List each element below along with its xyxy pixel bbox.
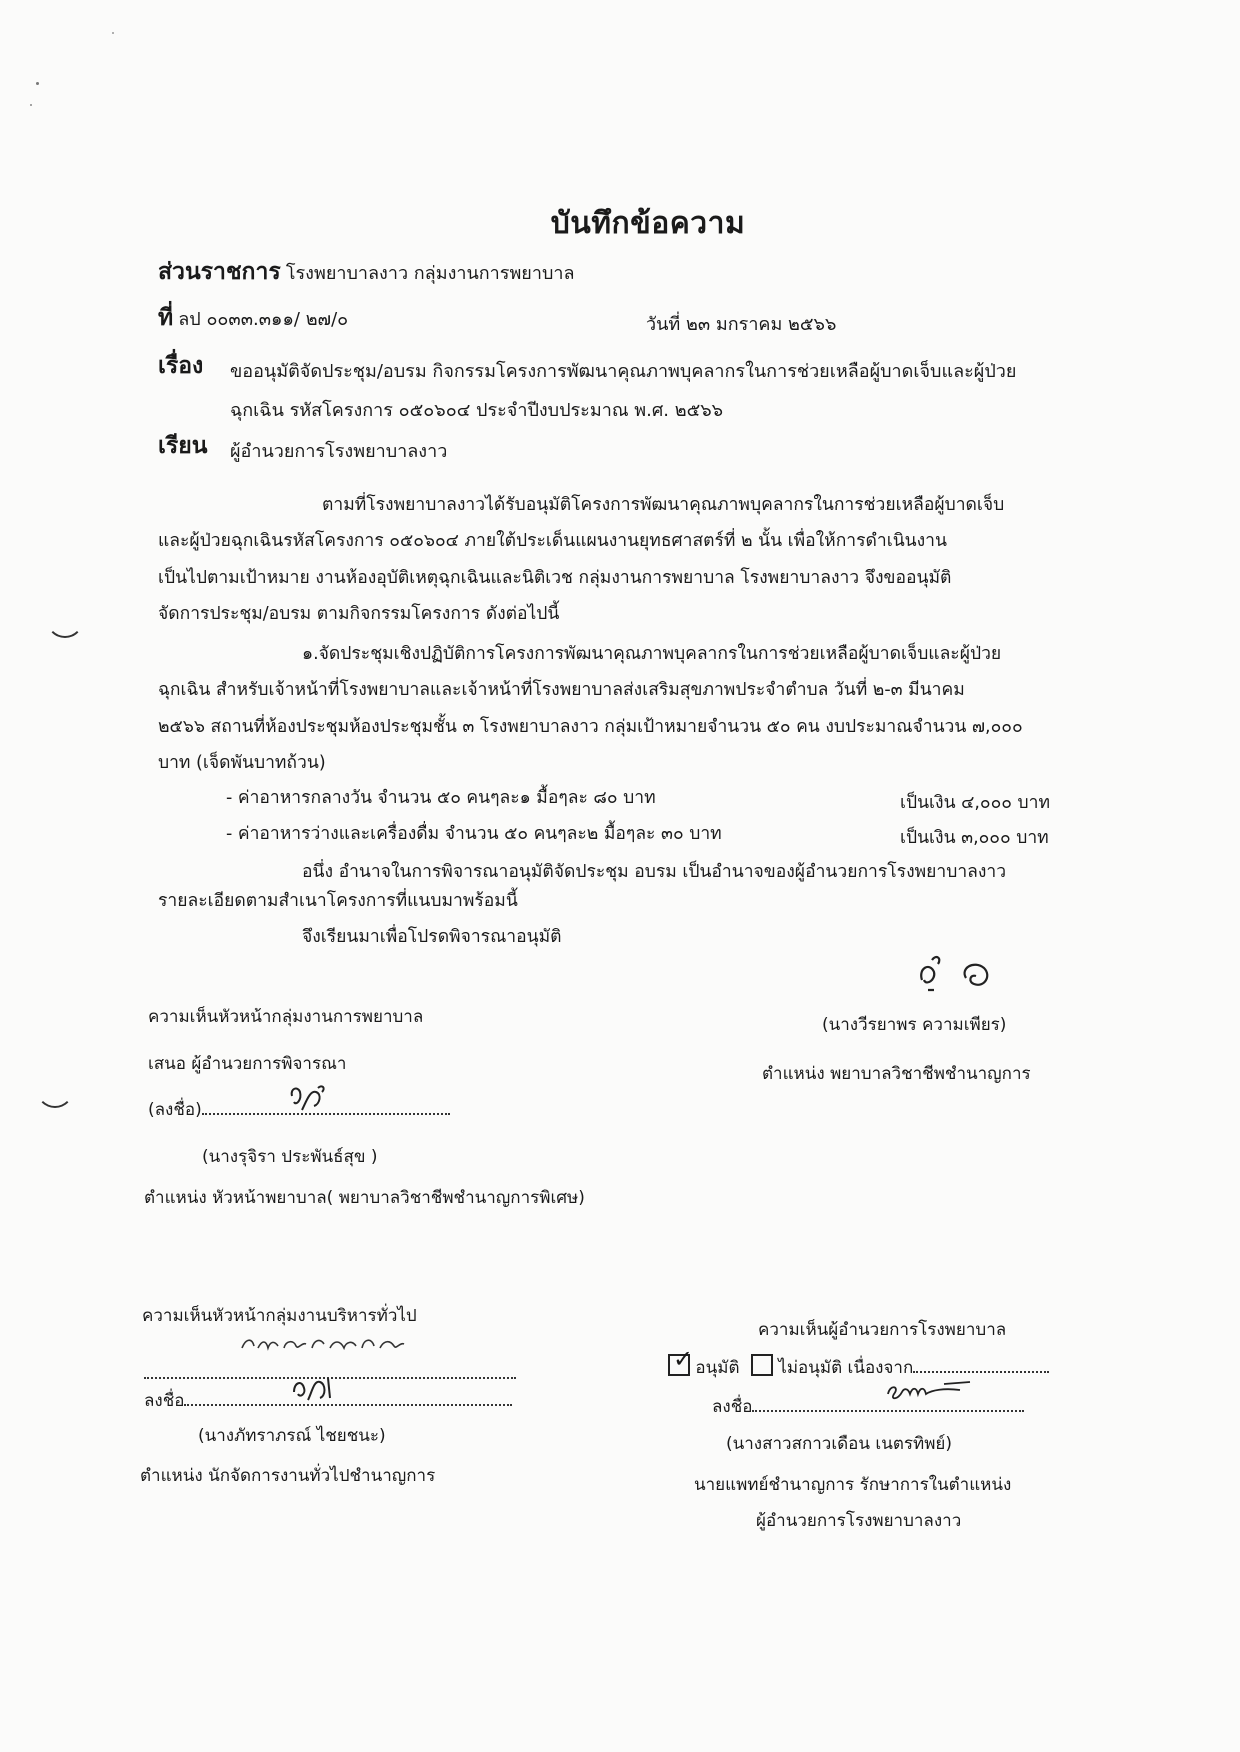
scan-dot [112,32,114,34]
scan-dot [30,104,32,106]
subject-line-2: ฉุกเฉิน รหัสโครงการ ๐๕๐๖๐๔ ประจำปีงบประมาณ พ.ศ. ๒๕๖๖ [230,400,724,421]
check-icon: ✓ [673,1345,694,1373]
para1-line: เป็นไปตามเป้าหมาย งานห้องอุบัติเหตุฉุกเฉินและนิติเวช กลุ่มงานการพยาบาล โรงพยาบาลงาว จึงขออนุมัติ [158,568,952,588]
sign-label: (ลงชื่อ) [148,1100,202,1120]
ref-row [158,300,348,336]
hole-punch-arc [36,1070,74,1108]
sender-signature [916,950,1006,1000]
nursing-head-signature [288,1082,332,1122]
ref-value: ลป ๐๐๓๓.๓๑๑/ ๒๗/๐ [178,309,349,330]
director-position-2: ผู้อำนวยการโรงพยาบาลงาว [756,1511,962,1531]
ref-label: ที่ [158,305,174,331]
item1-line: ๑.จัดประชุมเชิงปฏิบัติการโครงการพัฒนาคุณภาพบุคลากรในการช่วยเหลือผู้บาดเจ็บและผู้ป่วย [302,644,1002,664]
director-heading: ความเห็นผู้อำนวยการโรงพยาบาล [758,1320,1007,1340]
cost-amount: เป็นเงิน ๔,๐๐๐ บาท [900,793,1050,813]
approve-label: อนุมัติ [695,1358,740,1378]
admin-head-heading: ความเห็นหัวหน้ากลุ่มงานบริหารทั่วไป [142,1306,417,1326]
to-value: ผู้อำนวยการโรงพยาบาลงาว [230,441,448,462]
reason-dotted-line [913,1370,1049,1373]
director-signature [884,1380,974,1404]
para1-line: ตามที่โรงพยาบาลงาวได้รับอนุมัติโครงการพัฒนาคุณภาพบุคลากรในการช่วยเหลือผู้บาดเจ็บ [322,495,1005,515]
item1-line: บาท (เจ็ดพันบาทถ้วน) [158,753,326,773]
agency-value: โรงพยาบาลงาว กลุ่มงานการพยาบาล [285,263,575,284]
director-decision-row [668,1345,1049,1381]
cost-amount: เป็นเงิน ๓,๐๐๐ บาท [900,828,1049,848]
reject-label: ไม่อนุมัติ เนื่องจาก [778,1358,914,1378]
approve-checkbox[interactable] [668,1345,694,1376]
nursing-head-heading: ความเห็นหัวหน้ากลุ่มงานการพยาบาล [148,1007,424,1027]
sender-name: (นางวีรยาพร ความเพียร) [822,1015,1007,1035]
admin-head-position: ตำแหน่ง นักจัดการงานทั่วไปชำนาญการ [140,1466,436,1486]
signature-line [184,1403,512,1406]
admin-head-name: (นางภัทราภรณ์ ไชยชนะ) [198,1426,386,1446]
para1-line: จัดการประชุม/อบรม ตามกิจกรรมโครงการ ดังต่อไปนี้ [158,604,560,624]
item1-line: ฉุกเฉิน สำหรับเจ้าหน้าที่โรงพยาบาลและเจ้าหน้าที่โรงพยาบาลส่งเสริมสุขภาพประจำตำบล วันที่ ๒-๓ มีนาคม [158,680,965,700]
nursing-head-name: (นางรุจิรา ประพันธ์สุข ) [202,1147,378,1167]
agency-row [158,254,575,290]
scan-dot [36,82,39,85]
director-sign-row [712,1393,1024,1420]
sign-label: ลงชื่อ [712,1397,753,1417]
cost-desc: - ค่าอาหารว่างและเครื่องดื่ม จำนวน ๕๐ คนๆละ๒ มื้อๆละ ๓๐ บาท [226,824,722,844]
to-label: เรียน [158,433,208,459]
subject-line-1: ขออนุมัติจัดประชุม/อบรม กิจกรรมโครงการพัฒนาคุณภาพบุคลากรในการช่วยเหลือผู้บาดเจ็บและผู้ป่วย [230,361,1017,382]
agency-label: ส่วนราชการ [158,259,281,285]
cost-desc: - ค่าอาหารกลางวัน จำนวน ๕๐ คนๆละ๑ มื้อๆละ ๘๐ บาท [226,788,656,808]
sender-position: ตำแหน่ง พยาบาลวิชาชีพชำนาญการ [762,1064,1031,1084]
reject-checkbox[interactable] [751,1354,773,1376]
item1-line: ๒๕๖๖ สถานที่ห้องประชุมห้องประชุมชั้น ๓ โรงพยาบาลงาว กลุ่มเป้าหมายจำนวน ๕๐ คน งบประมาณจำนวน ๗,๐๐๐ [158,717,1023,737]
signature-line [752,1409,1024,1412]
nursing-head-opinion: เสนอ ผู้อำนวยการพิจารณา [148,1054,347,1074]
para2-line-2: รายละเอียดตามสำเนาโครงการที่แนบมาพร้อมนี้ [158,891,518,911]
para2-line-1: อนึ่ง อำนาจในการพิจารณาอนุมัติจัดประชุม อบรม เป็นอำนาจของผู้อำนวยการโรงพยาบาลงาว [302,862,1007,882]
date-text: วันที่ ๒๓ มกราคม ๒๕๖๖ [646,314,837,335]
closing-line: จึงเรียนมาเพื่อโปรดพิจารณาอนุมัติ [302,927,562,947]
nursing-head-position: ตำแหน่ง หัวหน้าพยาบาล( พยาบาลวิชาชีพชำนาญการพิเศษ) [144,1188,585,1208]
director-position-1: นายแพทย์ชำนาญการ รักษาการในตำแหน่ง [694,1475,1012,1495]
subject-label: เรื่อง [158,353,204,379]
hole-punch-arc [46,600,84,638]
para1-line: และผู้ป่วยฉุกเฉินรหัสโครงการ ๐๕๐๖๐๔ ภายใต้ประเด็นแผนงานยุทธศาสตร์ที่ ๒ นั้น เพื่อให้การดำเนินงาน [158,531,947,551]
admin-head-signature [290,1370,340,1406]
admin-head-handwritten-opinion [240,1332,410,1356]
memo-title: บันทึกข้อความ [550,206,746,241]
sign-label: ลงชื่อ [144,1391,185,1411]
director-name: (นางสาวสกาวเดือน เนตรทิพย์) [726,1434,953,1454]
